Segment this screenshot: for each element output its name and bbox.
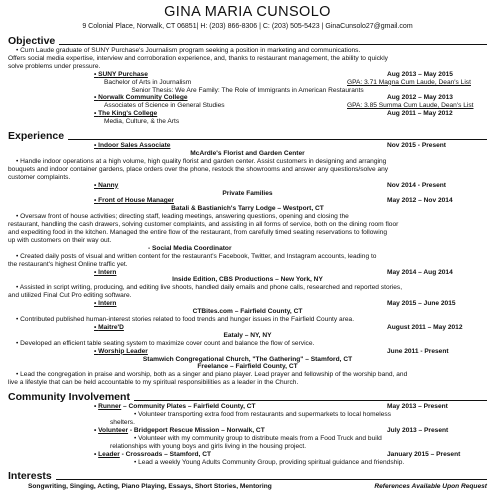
community-role-title: Volunteer xyxy=(98,426,129,434)
experience-title: Experience xyxy=(8,130,65,143)
employer: McArdle's Florist and Garden Center xyxy=(190,149,305,157)
references-note: References Available Upon Request xyxy=(374,483,487,491)
job-title: • Worship Leader xyxy=(8,348,148,356)
school-name: • Norwalk Community College xyxy=(8,94,188,102)
edu-date: Aug 2013 – May 2015 xyxy=(387,70,453,78)
job-desc-line: • Handle indoor operations at a high volume, high quality florist and garden center. Assist customers in designing and arranging xyxy=(16,157,387,165)
objective-heading xyxy=(8,35,487,47)
job-desc-line: the restaurant's highest Online traffic yet. xyxy=(8,260,128,268)
employer: Batali & Bastianich's Tarry Lodge – Westport, CT xyxy=(171,205,324,213)
community-role xyxy=(8,451,211,459)
job-desc-line: and utilized Final Cut Pro editing software. xyxy=(8,292,132,300)
community-date: July 2013 – Present xyxy=(387,426,449,434)
contact-line: 9 Colonial Place, Norwalk, CT 06851| H: (203) 866-8306 | C: (203) 505-5423 | GinaCunsolo27@gmail.com xyxy=(82,23,413,30)
edu-date: Aug 2011 – May 2012 xyxy=(387,110,453,118)
edu-date: Aug 2012 – May 2013 xyxy=(387,94,453,102)
job-date: August 2011 – May 2012 xyxy=(387,323,463,331)
objective-line: • Cum Laude graduate of SUNY Purchase's Journalism program seeking a position in marketing and communications. xyxy=(16,47,361,54)
employer: Freelance – Fairfield County, CT xyxy=(197,363,298,371)
interests-row xyxy=(8,483,487,491)
community-role-title: Leader xyxy=(98,450,120,458)
objective-title: Objective xyxy=(8,35,56,47)
job-desc-line: restaurant, handling the cash drawers, solving customer complaints, and assisting in all forms of service, both on the dining room floor xyxy=(8,221,399,229)
school-name: • The King's College xyxy=(8,110,157,118)
job-desc-line: up with customers on their way out. xyxy=(8,236,112,244)
school-name: • SUNY Purchase xyxy=(8,71,148,79)
experience-heading xyxy=(8,130,487,142)
job-title: • Front of House Manager xyxy=(8,197,174,205)
job-date: Nov 2014 - Present xyxy=(387,181,447,189)
community-date: January 2015 – Present xyxy=(387,450,461,458)
job-date: May 2012 – Nov 2014 xyxy=(387,197,453,205)
job-desc-line: • Created daily posts of visual and written content for the restaurant's Facebook, Twitter, and Instagram accounts, leading to xyxy=(16,252,377,260)
interests-title: Interests xyxy=(8,470,52,483)
employer: Stamwich Congregational Church, "The Gathering" – Stamford, CT xyxy=(142,355,353,363)
community-date: May 2013 – Present xyxy=(387,403,448,411)
community-desc-line: shelters. xyxy=(110,418,135,426)
gpa: GPA: 3.71 Magna Cum Laude, Dean's List xyxy=(347,78,471,86)
community-org: - Crossroads – Stamford, CT xyxy=(119,450,211,458)
job-title: • Nanny xyxy=(8,182,118,190)
candidate-name: GINA MARIA CUNSOLO xyxy=(164,4,331,20)
community-desc-line: • Volunteer transporting extra food from restaurants and supermarkets to local homeless xyxy=(134,411,392,419)
job-date: May 2015 – June 2015 xyxy=(387,300,456,308)
community-title: Community Involvement xyxy=(8,391,130,404)
objective-line: solve problems under pressure. xyxy=(8,62,101,70)
community-role-title: Runner xyxy=(98,403,122,411)
objective-line: Offers social media expertise, interview and corroboration experience, and, thanks to restaurant management, the ability to quickly xyxy=(8,54,388,62)
community-role xyxy=(8,403,256,411)
job-desc-line: • Oversaw front of house activities; directing staff, leading meetings, answering questions, opening and closing the xyxy=(16,213,349,221)
job-desc-line: bouquets and indoor container gardens, place orders over the phone, restock the showrooms and answer any questions/solve any xyxy=(8,165,389,173)
interests-list: Songwriting, Singing, Acting, Piano Playing, Essays, Short Stories, Mentoring xyxy=(28,483,272,491)
interests-heading xyxy=(8,470,487,482)
job-date: June 2011 - Present xyxy=(387,347,449,355)
community-heading xyxy=(8,391,487,403)
job-title: • Indoor Sales Associate xyxy=(8,142,170,150)
community-org: - Bridgeport Rescue Mission – Norwalk, CT xyxy=(128,426,265,434)
gpa: GPA: 3.85 Summa Cum Laude, Dean's List xyxy=(347,102,474,110)
community-desc-line: relationships with young boys and girls living in the housing project. xyxy=(110,442,307,450)
education-entry xyxy=(8,71,487,95)
section-rule xyxy=(56,479,487,480)
job-desc-line: and expediting food in the kitchen. Managed the entire flow of the restaurant, from carefully timed seating reservations to following xyxy=(8,229,387,237)
community-desc-line: • Lead a weekly Young Adults Community Group, providing spiritual guidance and friendship. xyxy=(134,458,405,466)
degree: Bachelor of Arts in Journalism xyxy=(104,78,192,86)
thesis: Senior Thesis: We Are Family: The Role of Immigrants in American Restaurants xyxy=(131,86,364,94)
education-entry xyxy=(8,110,487,126)
job-date: Nov 2015 - Present xyxy=(387,142,447,150)
job-title: • Intern xyxy=(8,269,116,277)
section-rule xyxy=(68,139,487,140)
section-rule xyxy=(59,44,487,45)
degree: Media, Culture, & the Arts xyxy=(104,118,180,126)
employer: CTBites.com – Fairfield County, CT xyxy=(192,308,303,316)
job-desc-line: customer complaints. xyxy=(8,173,71,181)
job-desc-line: • Contributed published human-interest stories related to food trends and hunger issues in the Fairfield County area. xyxy=(16,316,355,323)
employer: Private Families xyxy=(222,189,273,197)
job-title: • Intern xyxy=(8,300,116,308)
job-desc-line: live a lifestyle that can be held accountable to my spiritual responsibilities as a leader in the Church. xyxy=(8,379,299,387)
job-date: May 2014 – Aug 2014 xyxy=(387,268,453,276)
job-desc-line: • Lead the congregation in praise and worship, both as a singer and piano player. Lead prayer and fellowship of the worship band, and xyxy=(16,371,408,379)
community-desc-line: • Volunteer with my community group to distribute meals from a Food Truck and build xyxy=(134,434,382,442)
section-rule xyxy=(134,400,487,401)
job-title: - Social Media Coordinator xyxy=(148,244,232,252)
job-title: • Maitre'D xyxy=(8,324,124,332)
education-entry xyxy=(8,94,487,110)
employer: Inside Edition, CBS Productions – New York, NY xyxy=(172,276,323,284)
community-org: – Community Plates – Fairfield County, CT xyxy=(121,403,256,411)
degree: Associates of Science in General Studies xyxy=(104,102,225,110)
job-desc-line: • Developed an efficient table seating system to maximize cover count and balance the flow of service. xyxy=(16,339,315,347)
job-desc-line: • Assisted in script writing, producing, and editing live shoots, handled daily emails and phone calls, researched and reported stories, xyxy=(16,284,403,292)
employer: Eataly – NY, NY xyxy=(223,331,272,339)
community-role xyxy=(8,427,265,435)
